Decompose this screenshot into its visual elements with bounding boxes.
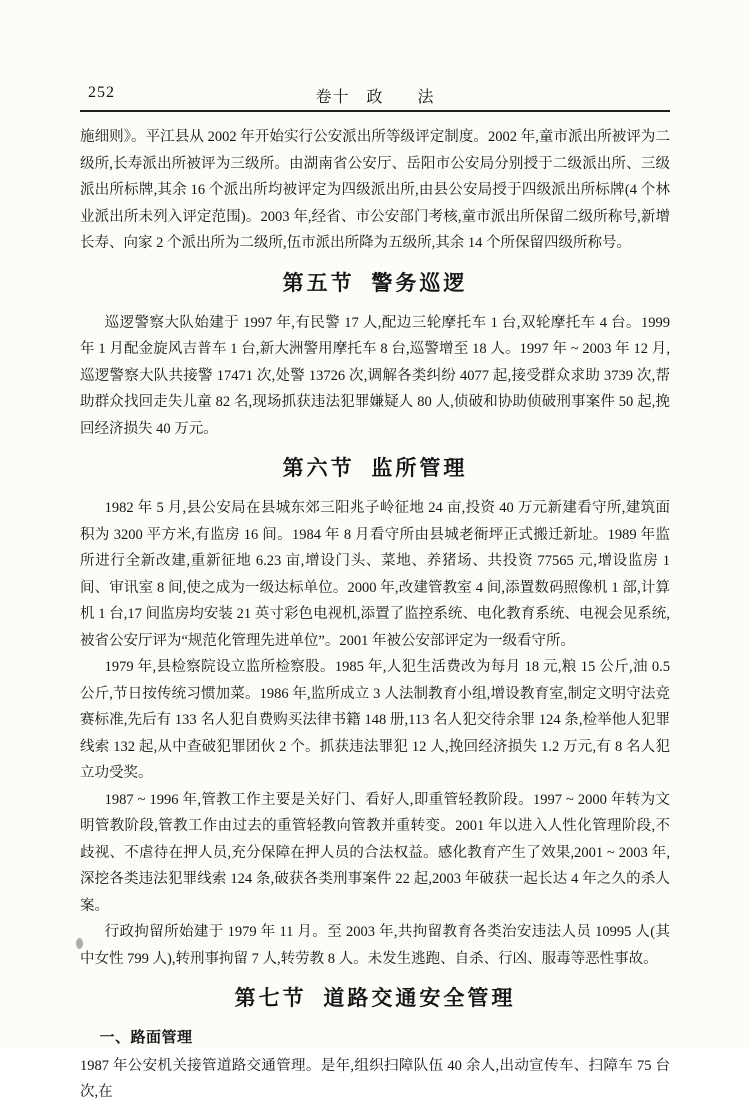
section-7-number: 第七节: [234, 987, 307, 1010]
paragraph: 1987 年公安机关接管道路交通管理。是年,组织扫障队伍 40 余人,出动宣传车、扫障车 75 台次,在: [80, 1057, 670, 1100]
paragraph-continuation: 施细则》。平江县从 2002 年开始实行公安派出所等级评定制度。2002 年,童市派出所被评为二级所,长寿派出所被评为三级所。由湖南省公安厅、岳阳市公安局分别授于二级派出所、三级派出所标牌,其余 16 个派出所均被评定为四级派出所,由县公安局授于四级派出所标牌(4 个林业派出所未列入评定范围)。2003 年,经省、市公安部门考核,童市派出所保留二级所称号,新增长寿、向家 2 个派出所为二级所,伍市派出所降为五级所,其余 14 个所保留四级所称号。: [80, 129, 670, 251]
page-content: [80, 84, 670, 1106]
section-6-number: 第六节: [282, 457, 355, 480]
section-5-title: 警务巡逻: [371, 271, 468, 295]
section-5-heading: [80, 270, 670, 298]
running-title: 卷十 政 法: [315, 89, 435, 106]
page-body: [80, 124, 670, 1106]
section-6-title: 监所管理: [371, 457, 468, 480]
page-number: 252: [88, 84, 115, 101]
section-5-number: 第五节: [282, 271, 355, 295]
scan-artifact: [76, 938, 83, 949]
paragraph: 1979 年,县检察院设立监所检察股。1985 年,人犯生活费改为每月 18 元,粮 15 公斤,油 0.5 公斤,节日按传统习惯加菜。1986 年,监所成立 3 人法制教育小组,增设教育室,制定文明守法竞赛标准,先后有 133 名人犯自费购买法律书籍 148 册,113 名人犯交待余罪 124 条,检举他人犯罪线索 132 起,从中查破犯罪团伙 2 个。抓获违法罪犯 12 人,挽回经济损失 1.2 万元,有 8 名人犯立功受奖。: [80, 659, 670, 781]
running-header: [80, 84, 670, 106]
paragraph: 巡逻警察大队始建于 1997 年,有民警 17 人,配边三轮摩托车 1 台,双轮摩托车 4 台。1999 年 1 月配金旋风吉普车 1 台,新大洲警用摩托车 8 台,巡警增至 18 人。1997 年 ~ 2003 年 12 月,巡逻警察大队共接警 17471 次,处警 13726 次,调解各类纠纷 4077 起,接受群众求助 3739 次,帮助群众找回走失儿童 82 名,现场抓获违法犯罪嫌疑人 80 人,侦破和协助侦破刑事案件 50 起,挽回经济损失 40 万元。: [80, 314, 670, 437]
section-7-title: 道路交通安全管理: [323, 987, 516, 1010]
paragraph: 1987 ~ 1996 年,管教工作主要是关好门、看好人,即重管轻教阶段。1997 ~ 2000 年转为文明管教阶段,管教工作由过去的重管轻教向管教并重转变。2001 年以进入人性化管理阶段,不歧视、不虐待在押人员,充分保障在押人员的合法权益。感化教育产生了效果,2001 ~ 2003 年,深挖各类违法犯罪线索 124 条,破获各类刑事案件 22 起,2003 年破获一起长达 4 年之久的杀人案。: [80, 791, 670, 914]
paragraph: 1982 年 5 月,县公安局在县城东郊三阳兆子岭征地 24 亩,投资 40 万元新建看守所,建筑面积为 3200 平方米,有监房 16 间。1984 年 8 月看守所由县城老衙坪正式搬迁新址。1989 年监所进行全新改建,重新征地 6.23 亩,增设门头、菜地、养猪场、共投资 77565 元,增设监房 1 间、审讯室 8 间,使之成为一级达标单位。2000 年,改建管教室 4 间,添置数码照像机 1 部,计算机 1 台,17 间监房均安装 21 英寸彩色电视机,添置了监控系统、电化教育系统、电视会见系统,被省公安厅评为“规范化管理先进单位”。2001 年被公安部评定为一级看守所。: [80, 500, 670, 649]
paragraph: 行政拘留所始建于 1979 年 11 月。至 2003 年,共拘留教育各类治安违法人员 10995 人(其中女性 799 人),转刑事拘留 7 人,转劳教 8 人。未发生逃跑、自杀、行凶、服毒等恶性事故。: [80, 924, 670, 967]
section-7-heading: [80, 985, 670, 1013]
section-6-heading: [80, 455, 670, 483]
header-rule: [80, 110, 670, 112]
subsection-heading: 一、路面管理: [99, 1029, 193, 1046]
